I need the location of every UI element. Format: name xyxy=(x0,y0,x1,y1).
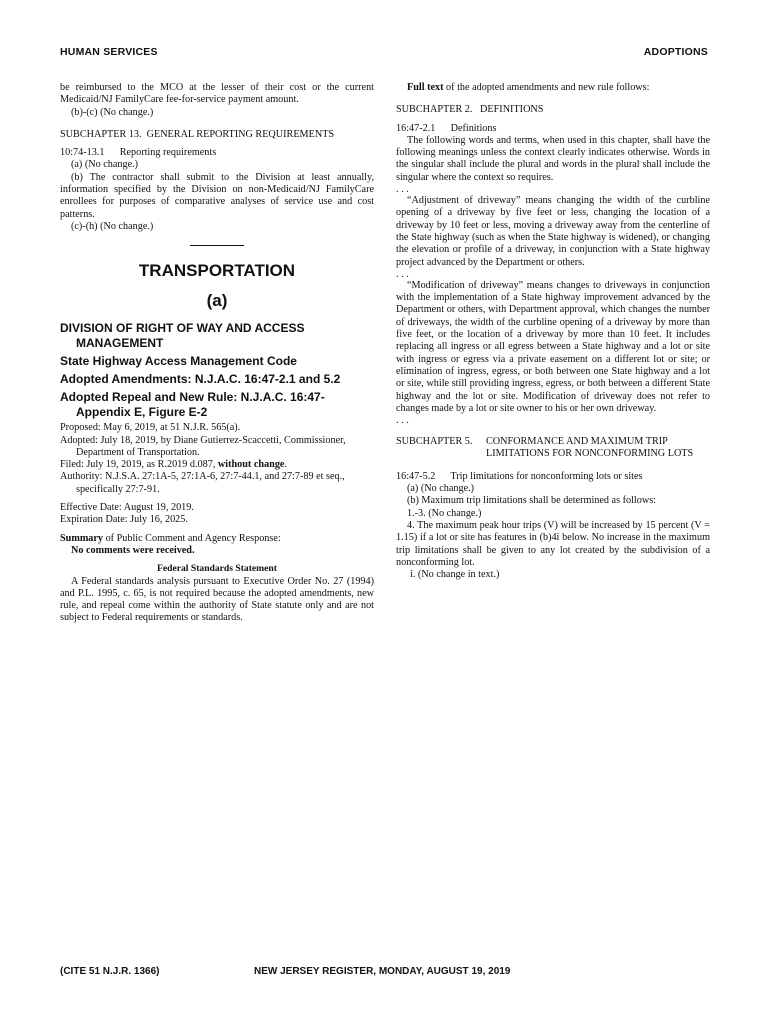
def-adjustment-of-driveway: “Adjustment of driveway” means changing the width of the curbline opening of a driveway by five feet or less, changing the location of a driveway by 10 feet or less, moving a driveway away from the centerline of the State highway (such as when the State highway is widened), or changing the elevation or profile of a driveway, in conjunction with a State highway project advanced by the Department or others. xyxy=(396,195,710,268)
section-16-47-5-2: 16:47-5.2 Trip limitations for nonconforming lots or sites xyxy=(396,470,643,482)
subchapter-13-heading: SUBCHAPTER 13. GENERAL REPORTING REQUIREMENTS xyxy=(60,128,335,140)
full-text-label: Full text xyxy=(407,82,444,93)
agency-title: TRANSPORTATION xyxy=(138,261,296,281)
def-modification-of-driveway: “Modification of driveway” means changes to driveways in conjunction with the implementation of a State highway improvement advanced by the Department or others, with Department approval, which changes the number of driveways, the width of the curbline opening of a driveway by more than five feet, or the location of a driveway by more than 10 feet. It includes replacing all ingress or all egress between a State highway and a lot or site with ingress or egress via a private easement on a different lot or site; or elimination of ingress, egress, or both between one State highway and a lot or site, while still providing ingress, egress, or both between a different State highway and the lot or site. Modification of driveway does not refer to changes made by a lot or site owner to his or her own driveway. xyxy=(396,279,710,414)
filed-text: Filed: July 19, 2019, as R.2019 d.087, xyxy=(60,459,218,471)
division-heading: DIVISION OF RIGHT OF WAY AND ACCESS MANAGEMENT xyxy=(60,321,305,351)
summary-rest: of Public Comment and Agency Response: xyxy=(103,532,281,544)
running-header-right: ADOPTIONS xyxy=(643,46,708,58)
expiration-date: Expiration Date: July 16, 2025. xyxy=(60,514,188,526)
filed-period: . xyxy=(284,459,287,471)
federal-standards-text: A Federal standards analysis pursuant to Executive Order No. 27 (1994) and P.L. 1995, c. 65, is not required because the adopted amendments, new rule, and repeal come within the authority of State statute only and are not subject to Federal requirements or standards. xyxy=(60,575,374,624)
full-text-rest: of the adopted amendments and new rule follows: xyxy=(443,82,650,93)
adopted-amendments: Adopted Amendments: N.J.A.C. 16:47-2.1 and 5.2 xyxy=(60,372,341,387)
continued-paragraph: be reimbursed to the MCO at the lesser of their cost or the current Medicaid/NJ FamilyCare fee-for-service payment amount. xyxy=(60,82,374,106)
proposed-line: Proposed: May 6, 2019, at 51 N.J.R. 565(a). xyxy=(60,422,241,434)
adopted-line: Adopted: July 18, 2019, by Diane Gutierrez-Scaccetti, Commissioner, Department of Transportation. xyxy=(60,434,346,458)
running-header-left: HUMAN SERVICES xyxy=(60,46,158,58)
right-column xyxy=(396,82,710,581)
filed-line xyxy=(60,459,374,471)
subchapter-5-number: SUBCHAPTER 5. xyxy=(396,436,473,448)
para-5-2-b4: 4. The maximum peak hour trips (V) will be increased by 15 percent (V = 1.15) if a lot or site has features in (b)4i below. No increase in the maximum trip limitations shall be given to any lot created by the subdivision of a nonconforming lot. xyxy=(396,519,710,568)
definitions-intro: The following words and terms, when used in this chapter, shall have the following meanings unless the context clearly indicates otherwise. Words in the singular shall include the plural and words in the plural shall include the singular where the context so requires. xyxy=(396,134,710,183)
ellipsis-1: . . . xyxy=(396,184,409,196)
para-5-2-a: (a) (No change.) xyxy=(407,483,475,495)
filed-without-change: without change xyxy=(217,459,285,471)
code-title: State Highway Access Management Code xyxy=(60,354,297,369)
no-comments: No comments were received. xyxy=(71,544,195,556)
ellipsis-2: . . . xyxy=(396,268,409,280)
federal-standards-title: Federal Standards Statement xyxy=(157,563,277,575)
summary-line xyxy=(60,533,374,545)
agency-item-letter: (a) xyxy=(206,291,228,311)
para-b: (b) The contractor shall submit to the Division at least annually, information specified by the Division on non-Medicaid/NJ FamilyCare enrollees for purposes of comparative analyses of service use and cost patterns. xyxy=(60,171,374,220)
full-text-line xyxy=(396,82,710,94)
footer-citation: (CITE 51 N.J.R. 1366) xyxy=(60,966,160,977)
para-5-2-b: (b) Maximum trip limitations shall be determined as follows: xyxy=(407,495,656,507)
section-divider xyxy=(190,245,244,246)
left-column xyxy=(60,82,374,625)
footer-register: NEW JERSEY REGISTER, MONDAY, AUGUST 19, 2019 xyxy=(254,966,511,977)
section-16-47-2-1: 16:47-2.1 Definitions xyxy=(396,122,497,134)
section-10-74-13-1: 10:74-13.1 Reporting requirements xyxy=(60,147,217,159)
subchapter-5-heading xyxy=(396,436,710,461)
para-5-2-b4i: i. (No change in text.) xyxy=(410,569,500,581)
subchapter-5-title: CONFORMANCE AND MAXIMUM TRIP LIMITATIONS FOR NONCONFORMING LOTS xyxy=(486,436,694,460)
para-5-2-b1-3: 1.-3. (No change.) xyxy=(407,507,482,519)
adopted-repeal-new-rule: Adopted Repeal and New Rule: N.J.A.C. 16:47-Appendix E, Figure E-2 xyxy=(60,390,325,420)
effective-date: Effective Date: August 19, 2019. xyxy=(60,502,194,514)
authority-line: Authority: N.J.S.A. 27:1A-5, 27:1A-6, 27:7-44.1, and 27:7-89 et seq., specifically 27:7-91. xyxy=(60,471,345,495)
para-a: (a) (No change.) xyxy=(71,159,139,171)
para-c-h: (c)-(h) (No change.) xyxy=(71,220,154,232)
subchapter-2-heading: SUBCHAPTER 2. DEFINITIONS xyxy=(396,104,544,116)
no-change-bc: (b)-(c) (No change.) xyxy=(71,106,154,118)
summary-label: Summary xyxy=(60,532,104,544)
ellipsis-3: . . . xyxy=(396,415,409,427)
